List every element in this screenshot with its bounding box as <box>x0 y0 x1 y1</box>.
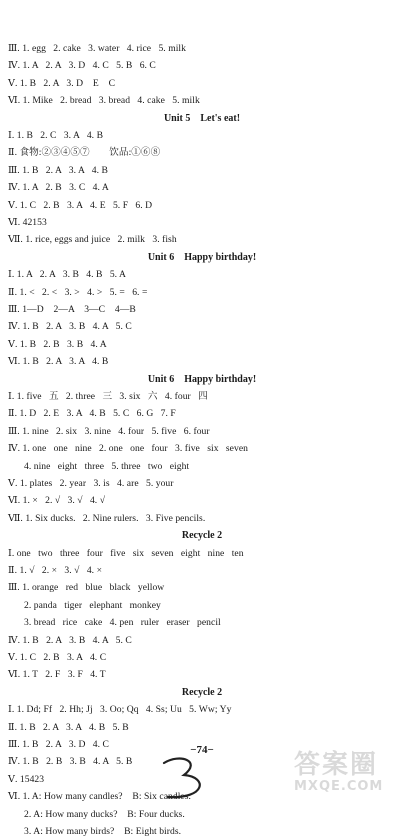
answer-line: Ⅶ. 1. Six ducks. 2. Nine rulers. 3. Five pencils. <box>8 512 206 524</box>
answer-line: Ⅱ. 1. B 2. A 3. A 4. B 5. B <box>8 721 129 733</box>
answer-line: Ⅵ. 42153 <box>8 217 47 228</box>
answer-line: Ⅶ. 1. rice, eggs and juice 2. milk 3. fish <box>8 234 177 246</box>
answer-line: Ⅴ. 15423 <box>8 773 45 785</box>
answer-line: Ⅳ. 1. B 2. A 3. B 4. A 5. C <box>8 634 132 646</box>
answer-line: Ⅲ. 1. B 2. A 3. A 4. B <box>8 164 108 176</box>
section-heading: Unit 5 Let's eat! <box>163 112 241 124</box>
answer-line: Ⅴ. 1. plates 2. year 3. is 4. are 5. your <box>8 478 174 489</box>
answer-line: Ⅴ. 1. C 2. B 3. A 4. E 5. F 6. D <box>8 199 153 211</box>
answer-line: Ⅵ. 1. × 2. √ 3. √ 4. √ <box>8 495 106 507</box>
answer-line: Ⅱ. 食物:②③④⑤⑦ 饮品:①⑥⑧ <box>8 147 161 159</box>
answer-line: Ⅳ. 1. A 2. B 3. C 4. A <box>8 182 109 194</box>
answer-line: Ⅵ. 1. B 2. A 3. A 4. B <box>8 356 109 368</box>
answer-line: Ⅲ. 1. orange red blue black yellow <box>8 582 165 594</box>
answer-line: Ⅰ. 1. five 五 2. three 三 3. six 六 4. four 四 <box>8 391 208 402</box>
answer-line: 4. nine eight three 5. three two eight <box>24 460 190 472</box>
answer-line: Ⅰ. 1. A 2. A 3. B 4. B 5. A <box>8 269 127 281</box>
watermark-url: MXQE.COM <box>294 779 384 794</box>
answer-line: 2. panda tiger elephant monkey <box>24 599 161 611</box>
answer-line: 3. A: How many birds? B: Eight birds. <box>24 826 182 837</box>
answer-line: Ⅱ. 1. D 2. E 3. A 4. B 5. C 6. G 7. F <box>8 408 176 420</box>
answer-line: Ⅱ. 1. < 2. < 3. > 4. > 5. = 6. = <box>8 286 148 298</box>
section-heading: Unit 6 Happy birthday! <box>147 373 257 385</box>
answer-line: Ⅴ. 1. B 2. A 3. D E C <box>8 77 116 89</box>
answer-line: Ⅵ. 1. T 2. F 3. F 4. T <box>8 669 106 681</box>
answer-line: Ⅰ. 1. Dd; Ff 2. Hh; Jj 3. Oo; Qq 4. Ss; Uu 5. Ww; Yy <box>8 704 232 716</box>
section-heading: Recycle 2 <box>181 686 223 698</box>
answer-line: Ⅲ. 1. nine 2. six 3. nine 4. four 5. five 6. four <box>8 425 210 437</box>
section-heading: Recycle 2 <box>181 530 223 542</box>
answer-line: Ⅵ. 1. A: How many candles? B: Six candles. <box>8 791 191 803</box>
answer-line: Ⅰ. 1. B 2. C 3. A 4. B <box>8 130 104 141</box>
handwritten-mark <box>150 755 220 801</box>
answer-line: Ⅳ. 1. B 2. B 3. B 4. A 5. B <box>8 756 133 768</box>
answer-line: Ⅲ. 1—D 2—A 3—C 4—B <box>8 304 136 315</box>
answer-line: Ⅴ. 1. C 2. B 3. A 4. C <box>8 652 107 663</box>
page-number: −74− <box>190 744 214 756</box>
watermark-text: 答案圈 <box>294 750 379 780</box>
answer-line: Ⅴ. 1. B 2. B 3. B 4. A <box>8 338 107 350</box>
answer-line: 2. A: How many ducks? B: Four ducks. <box>24 808 185 820</box>
watermark <box>294 744 398 798</box>
answer-line: Ⅲ. 1. B 2. A 3. D 4. C <box>8 739 110 750</box>
answer-line: 3. bread rice cake 4. pen ruler eraser pencil <box>24 617 221 629</box>
section-heading: Unit 6 Happy birthday! <box>147 251 257 263</box>
answer-line: Ⅳ. 1. A 2. A 3. D 4. C 5. B 6. C <box>8 60 156 72</box>
answer-line: Ⅰ. one two three four five six seven eight nine ten <box>8 547 244 559</box>
answer-line: Ⅲ. 1. egg 2. cake 3. water 4. rice 5. milk <box>8 43 186 54</box>
answer-line: Ⅵ. 1. Mike 2. bread 3. bread 4. cake 5. milk <box>8 95 200 107</box>
answer-line: Ⅱ. 1. √ 2. × 3. √ 4. × <box>8 565 103 576</box>
answer-line: Ⅳ. 1. B 2. A 3. B 4. A 5. C <box>8 321 132 333</box>
answer-line: Ⅳ. 1. one one nine 2. one one four 3. five six seven <box>8 443 248 455</box>
